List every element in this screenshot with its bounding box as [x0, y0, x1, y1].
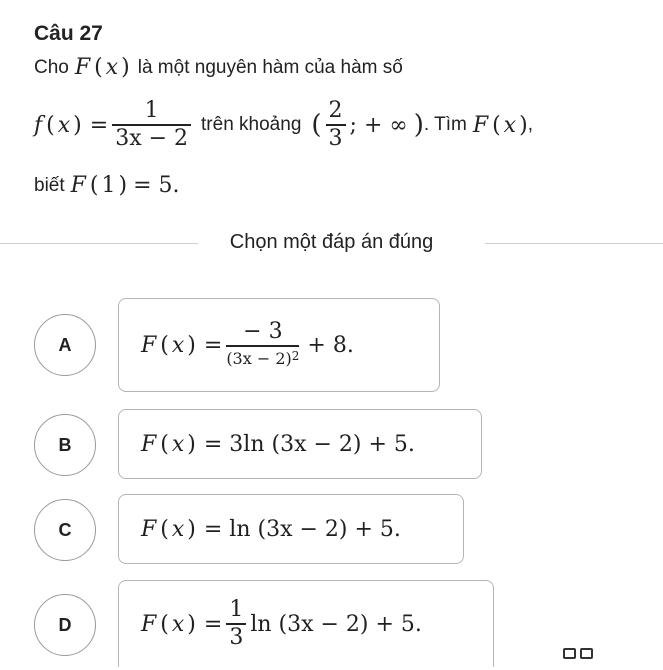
- divider-line-right: [485, 243, 663, 244]
- option-d-var: x: [171, 611, 185, 637]
- option-c[interactable]: [34, 494, 654, 584]
- option-c-paren-close: ): [187, 516, 196, 542]
- option-c-paren-open: (: [160, 516, 169, 542]
- option-d-den: 3: [229, 625, 244, 650]
- stem-given-arg: 1: [101, 173, 116, 198]
- option-d-paren-close: ): [187, 611, 196, 637]
- stem-given-paren-open: (: [89, 173, 99, 198]
- option-a[interactable]: [34, 298, 654, 388]
- option-c-answer[interactable]: [118, 494, 464, 564]
- stem-interval-num: 2: [328, 98, 343, 123]
- option-a-den-exp: 2: [291, 349, 300, 363]
- stem-paren-open: (: [94, 55, 103, 80]
- option-b-answer[interactable]: [118, 409, 482, 479]
- stem-var: x: [105, 55, 119, 80]
- stem-line-1: [34, 55, 403, 80]
- stem-interval-text: trên khoảng: [201, 114, 302, 135]
- option-a-lhs: F: [141, 332, 157, 358]
- option-a-eq: =: [203, 332, 223, 358]
- option-a-paren-close: ): [187, 332, 196, 358]
- stem-given-paren-close: ): [118, 173, 128, 198]
- answer-prompt: Chọn một đáp án đúng: [229, 231, 434, 253]
- option-d-paren-open: (: [160, 611, 169, 637]
- option-a-tail: + 8.: [307, 332, 354, 358]
- stem-eq: =: [89, 112, 109, 138]
- stem-given-func: F: [70, 173, 86, 198]
- option-d-num: 1: [229, 597, 244, 622]
- double-square-icon[interactable]: [563, 648, 597, 662]
- option-a-num: − 3: [243, 319, 283, 344]
- answer-divider: [0, 228, 663, 258]
- stem-interval-open: (: [311, 110, 322, 140]
- option-a-paren-open: (: [160, 332, 169, 358]
- stem-trailing-comma: ,: [527, 114, 533, 135]
- option-b[interactable]: [34, 409, 654, 499]
- stem-find-func: F: [472, 112, 489, 138]
- stem-paren-close: ): [121, 55, 130, 80]
- option-d-fraction: [226, 597, 246, 651]
- option-a-fraction: [226, 319, 299, 371]
- option-c-var: x: [171, 516, 185, 542]
- option-c-expr: = ln (3x − 2) + 5.: [203, 516, 401, 542]
- option-b-var: x: [171, 431, 185, 457]
- option-d[interactable]: [34, 580, 654, 670]
- option-c-lhs: F: [141, 516, 157, 542]
- stem-given-rest: = 5.: [133, 173, 180, 198]
- double-square-icon-left: [563, 648, 576, 659]
- option-d-letter[interactable]: D: [34, 594, 96, 656]
- stem-interval-fraction: [326, 98, 346, 152]
- option-d-tail: ln (3x − 2) + 5.: [250, 611, 422, 637]
- stem-prefix: Cho: [34, 56, 69, 78]
- stem-find-paren-close: ): [519, 112, 528, 138]
- option-b-letter[interactable]: B: [34, 414, 96, 476]
- stem-find-text: . Tìm: [423, 114, 467, 135]
- option-a-den: [226, 347, 299, 371]
- option-a-var: x: [171, 332, 185, 358]
- stem-paren-close-2: ): [73, 112, 82, 138]
- stem-find-paren-open: (: [492, 112, 501, 138]
- stem-func-name: F: [74, 55, 91, 80]
- option-d-answer[interactable]: [118, 580, 494, 667]
- stem-fraction-num: 1: [144, 98, 159, 123]
- option-a-answer[interactable]: [118, 298, 440, 392]
- question-number: Câu 27: [34, 22, 103, 45]
- option-b-lhs: F: [141, 431, 157, 457]
- stem-given-prefix: biết: [34, 174, 65, 196]
- option-b-expr: = 3ln (3x − 2) + 5.: [203, 431, 415, 457]
- stem-suffix: là một nguyên hàm của hàm số: [137, 56, 403, 78]
- stem-interval-den: 3: [328, 126, 343, 151]
- stem-fraction-den: 3x − 2: [115, 126, 189, 151]
- option-b-paren-close: ): [187, 431, 196, 457]
- option-c-letter[interactable]: C: [34, 499, 96, 561]
- option-a-letter[interactable]: A: [34, 314, 96, 376]
- option-b-paren-open: (: [160, 431, 169, 457]
- stem-fraction: [112, 98, 191, 152]
- stem-paren-open-2: (: [46, 112, 55, 138]
- stem-find-var: x: [503, 112, 517, 138]
- stem-interval-rest: ; + ∞: [349, 112, 408, 138]
- stem-line-2: [34, 98, 533, 152]
- double-square-icon-right: [580, 648, 593, 659]
- option-d-eq: =: [203, 611, 223, 637]
- option-a-den-base: (3x − 2): [226, 349, 292, 368]
- stem-line-3: [34, 173, 180, 198]
- stem-f-var: x: [57, 112, 71, 138]
- stem-f-name: f: [34, 112, 43, 138]
- option-d-lhs: F: [141, 611, 157, 637]
- stem-interval-close: ): [413, 110, 424, 140]
